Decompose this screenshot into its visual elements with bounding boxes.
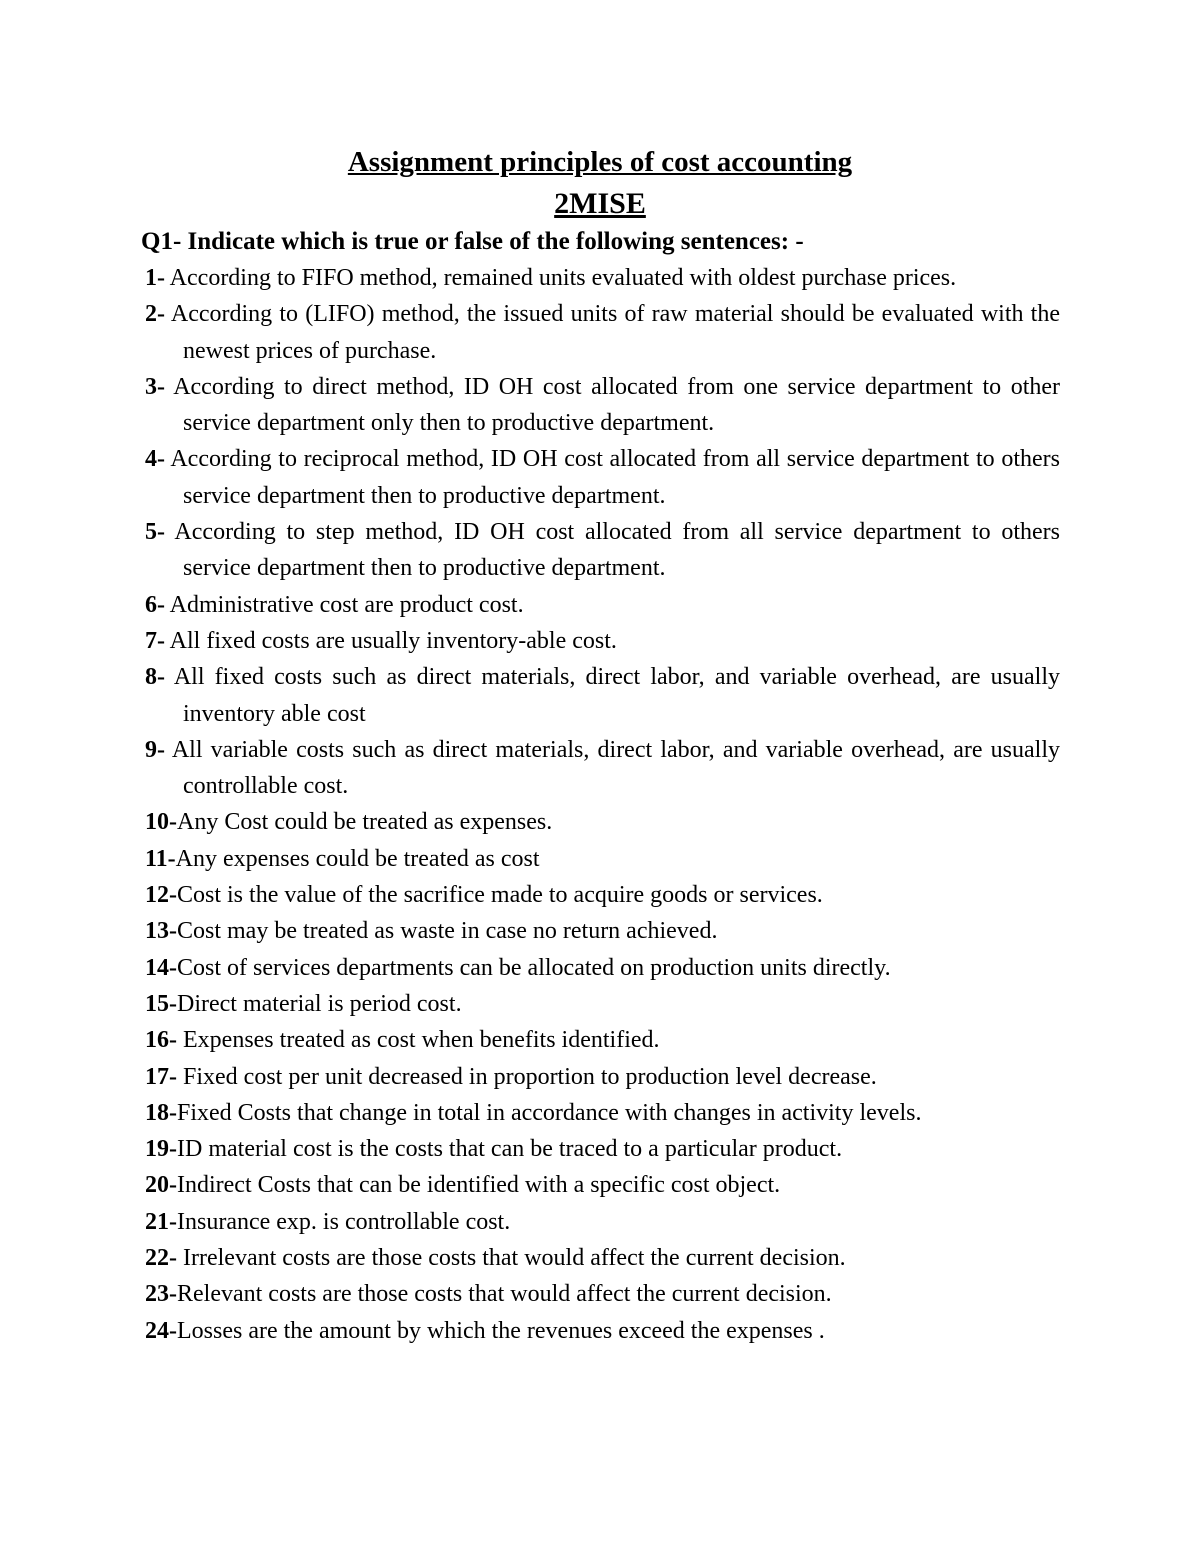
list-item xyxy=(145,986,1060,1022)
item-text: Cost is the value of the sacrifice made to acquire goods or services. xyxy=(177,882,823,909)
document-subtitle: 2MISE xyxy=(554,187,646,220)
list-item xyxy=(145,1022,1060,1058)
list-item xyxy=(145,1167,1060,1203)
item-text: According to FIFO method, remained units evaluated with oldest purchase prices. xyxy=(165,265,957,291)
list-item xyxy=(145,877,1060,913)
item-number: 3- xyxy=(145,373,165,400)
item-number: 20- xyxy=(145,1172,177,1199)
item-text: Cost may be treated as waste in case no return achieved. xyxy=(177,918,718,945)
item-text: According to reciprocal method, ID OH cost allocated from all service department to others service department then to productive department. xyxy=(165,446,1060,509)
item-number: 23- xyxy=(145,1281,177,1308)
item-text: According to direct method, ID OH cost allocated from one service department to other service department only then to productive department. xyxy=(165,373,1060,437)
item-text: All fixed costs are usually inventory-able cost. xyxy=(165,627,617,654)
item-text: Losses are the amount by which the revenues exceed the expenses . xyxy=(177,1317,825,1344)
item-number: 9- xyxy=(145,736,165,763)
list-item xyxy=(145,659,1060,732)
list-item xyxy=(145,1095,1060,1131)
item-text: Cost of services departments can be allocated on production units directly. xyxy=(177,954,891,981)
list-item xyxy=(145,296,1060,369)
item-number: 7- xyxy=(145,627,165,654)
document-title: Assignment principles of cost accounting xyxy=(347,146,853,178)
item-number: 10- xyxy=(145,809,177,836)
item-text: All fixed costs such as direct materials, direct labor, and variable overhead, are usually inventory able cost xyxy=(165,664,1060,727)
item-text: Administrative cost are product cost. xyxy=(165,591,524,618)
item-text: Fixed cost per unit decreased in proportion to production level decrease. xyxy=(177,1063,877,1090)
list-item xyxy=(145,441,1060,514)
item-text: Insurance exp. is controllable cost. xyxy=(177,1208,511,1235)
item-number: 21- xyxy=(145,1208,177,1235)
item-number: 5- xyxy=(145,519,165,546)
item-text: All variable costs such as direct materials, direct labor, and variable overhead, are usually controllable cost. xyxy=(165,736,1060,800)
list-item xyxy=(145,804,1060,840)
item-text: ID material cost is the costs that can be traced to a particular product. xyxy=(177,1136,843,1163)
item-number: 24- xyxy=(145,1317,177,1344)
item-number: 8- xyxy=(145,664,165,691)
item-text: Fixed Costs that change in total in accordance with changes in activity levels. xyxy=(177,1099,922,1126)
list-item xyxy=(145,950,1060,986)
item-text: Direct material is period cost. xyxy=(177,990,462,1017)
list-item xyxy=(145,1204,1060,1240)
item-number: 17- xyxy=(145,1063,177,1090)
item-number: 1- xyxy=(145,265,165,291)
list-item xyxy=(145,1059,1060,1095)
item-text: Indirect Costs that can be identified with a specific cost object. xyxy=(177,1172,781,1199)
list-item xyxy=(145,841,1060,877)
item-text: Relevant costs are those costs that would affect the current decision. xyxy=(177,1281,832,1308)
question-heading: Q1- Indicate which is true or false of the following sentences: - xyxy=(141,228,804,255)
item-number: 13- xyxy=(145,918,177,945)
list-item xyxy=(145,623,1060,659)
item-text: Any Cost could be treated as expenses. xyxy=(177,809,553,836)
statement-list xyxy=(145,260,1060,1349)
list-item xyxy=(145,587,1060,623)
list-item xyxy=(145,913,1060,949)
item-text: According to step method, ID OH cost allocated from all service department to others service department then to productive department. xyxy=(165,519,1060,582)
item-text: Irrelevant costs are those costs that would affect the current decision. xyxy=(177,1245,846,1272)
item-number: 16- xyxy=(145,1027,177,1054)
item-number: 4- xyxy=(145,446,165,473)
item-text: Any expenses could be treated as cost xyxy=(175,845,540,872)
list-item xyxy=(145,369,1060,442)
list-item xyxy=(145,1131,1060,1167)
item-text: Expenses treated as cost when benefits identified. xyxy=(177,1027,660,1054)
list-item xyxy=(145,260,1060,296)
item-number: 22- xyxy=(145,1245,177,1272)
item-number: 19- xyxy=(145,1136,177,1163)
list-item xyxy=(145,1313,1060,1349)
list-item xyxy=(145,732,1060,805)
item-number: 15- xyxy=(145,990,177,1017)
list-item xyxy=(145,514,1060,587)
list-item xyxy=(145,1240,1060,1276)
item-number: 2- xyxy=(145,301,165,328)
item-number: 14- xyxy=(145,954,177,981)
list-item xyxy=(145,1276,1060,1312)
item-number: 6- xyxy=(145,591,165,618)
item-number: 18- xyxy=(145,1099,177,1126)
item-number: 12- xyxy=(145,882,177,909)
item-text: According to (LIFO) method, the issued units of raw material should be evaluated with the newest prices of purchase. xyxy=(165,301,1060,364)
item-number: 11- xyxy=(145,845,176,872)
